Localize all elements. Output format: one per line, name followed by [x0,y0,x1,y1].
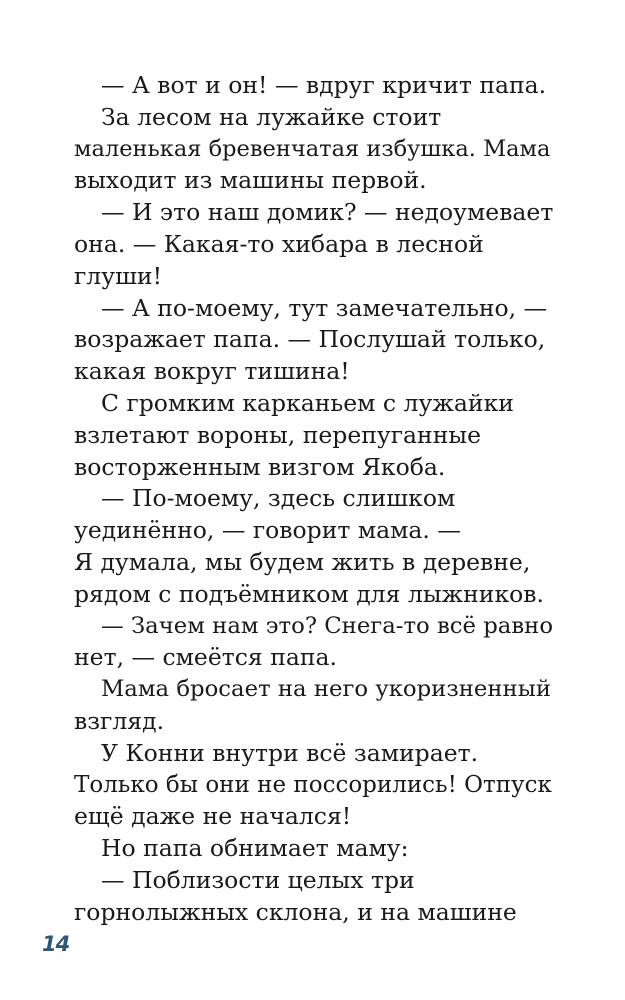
text-line: выходит из машины первой. [74,166,427,195]
text-line: — А по-моему, тут замечательно, — [101,293,548,322]
text-line: какая вокруг тишина! [74,357,350,386]
text-line: За лесом на лужайке стоит [101,102,442,131]
page-body-text [74,70,554,929]
text-line: Но папа обнимает маму: [101,834,409,863]
text-line: уединённо, — говорит мама. — [74,516,461,545]
text-line: — По-моему, здесь слишком [101,484,456,513]
text-line: — А вот и он! — вдруг кричит папа. [101,71,547,99]
text-line: рядом с подъёмником для лыжников. [74,579,544,608]
text-line: У Конни внутри всё замирает. [101,738,479,767]
text-line: — И это наш домик? — недоумевает [101,198,554,227]
text-line: она. — Какая-то хибара в лесной [74,229,484,258]
text-line: горнолыжных склона, и на машине [74,897,517,926]
text-line: маленькая бревенчатая избушка. Мама [74,135,551,162]
page-number: 14 [42,932,70,956]
text-line: ещё даже не начался! [74,802,352,831]
text-line: Мама бросает на него укоризненный [101,676,551,703]
text-line: возражает папа. — Послушай только, [74,325,546,354]
text-line: взгляд. [74,706,165,735]
text-line: глуши! [74,261,163,290]
text-line: нет, — смеётся папа. [74,643,338,672]
text-line: — Зачем нам это? Снега-то всё равно [101,612,554,639]
text-line: восторженным визгом Якоба. [74,452,446,481]
text-line: Я думала, мы будем жить в деревне, [74,547,531,576]
text-line: С громким карканьем с лужайки [101,388,514,417]
text-line: Только бы они не поссорились! Отпуск [74,771,552,798]
text-line: взлетают вороны, перепуганные [74,420,481,449]
text-line: — Поблизости целых три [101,865,415,894]
